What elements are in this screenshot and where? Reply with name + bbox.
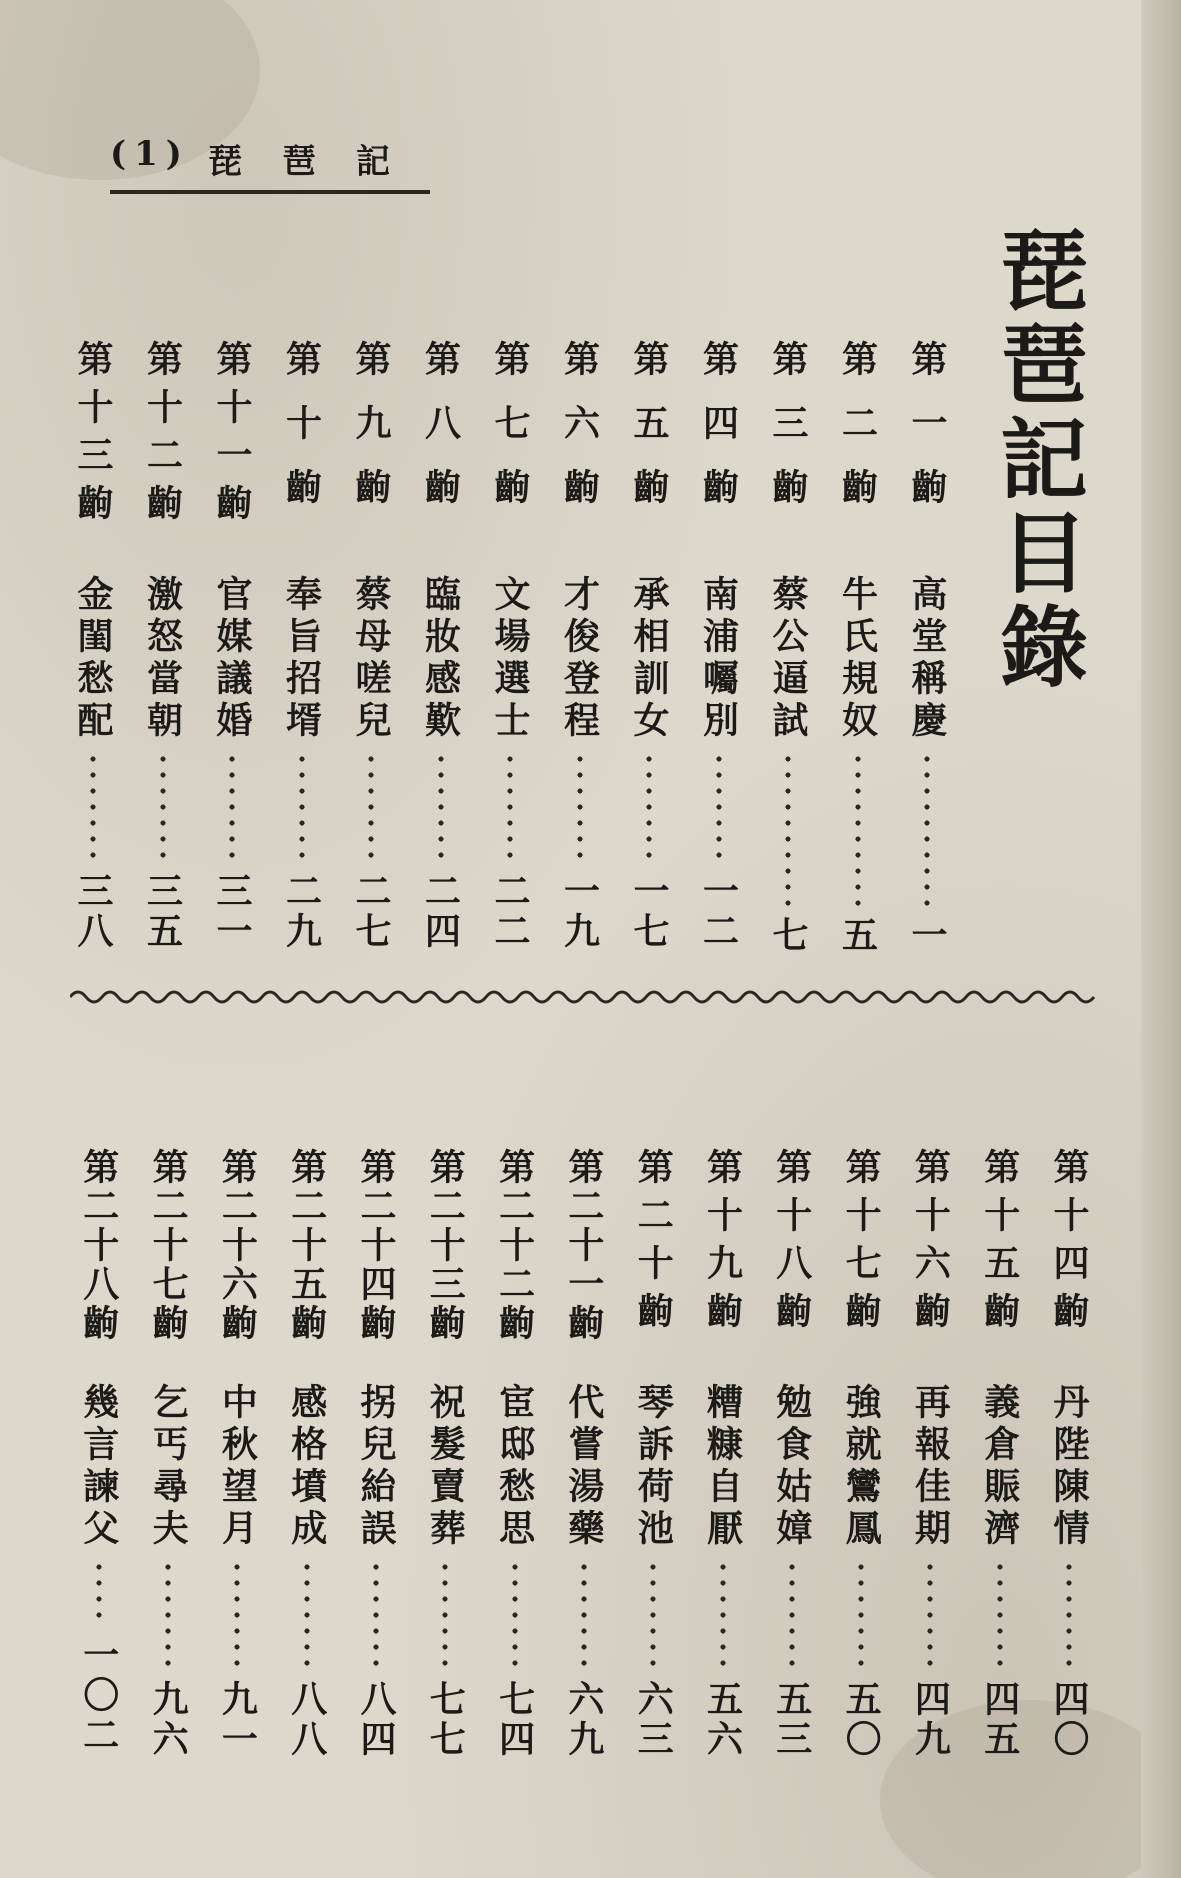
page-number: 三八 bbox=[72, 872, 114, 952]
chapter-number: 第二十三齣 bbox=[424, 1148, 467, 1343]
leader-dots bbox=[789, 1559, 795, 1670]
page-number: 四九 bbox=[909, 1680, 952, 1760]
toc-entry bbox=[354, 1148, 398, 1768]
page-number: 一 bbox=[906, 916, 948, 956]
toc-entry bbox=[215, 1148, 259, 1768]
chapter-number: 第十三齣 bbox=[72, 340, 114, 532]
chapter-title: 感格墳成 bbox=[285, 1383, 328, 1551]
toc-entry bbox=[280, 340, 324, 960]
leader-dots bbox=[924, 751, 930, 906]
page-number: 九一 bbox=[216, 1680, 259, 1760]
chapter-title: 蔡母嗟兒 bbox=[350, 575, 392, 743]
page-number: 一〇二 bbox=[77, 1636, 120, 1756]
chapter-number: 第八齣 bbox=[419, 340, 462, 532]
chapter-number: 第三齣 bbox=[767, 340, 809, 532]
leader-dots bbox=[997, 1559, 1003, 1670]
chapter-title: 臨妝感歎 bbox=[419, 575, 462, 743]
chapter-number: 第七齣 bbox=[489, 340, 531, 532]
chapter-number: 第二十齣 bbox=[632, 1148, 675, 1340]
chapter-number: 第二十六齣 bbox=[216, 1148, 259, 1343]
chapter-number: 第十一齣 bbox=[211, 340, 253, 532]
leader-dots bbox=[373, 1559, 379, 1670]
leader-dots bbox=[442, 1559, 448, 1670]
leader-dots bbox=[165, 1559, 171, 1670]
page-number: 二七 bbox=[350, 872, 392, 952]
chapter-title: 丹陛陳情 bbox=[1048, 1383, 1090, 1551]
chapter-number: 第二十五齣 bbox=[285, 1148, 328, 1343]
chapter-title: 中秋望月 bbox=[216, 1383, 259, 1551]
chapter-number: 第五齣 bbox=[628, 340, 670, 532]
page-number: 九六 bbox=[147, 1680, 190, 1760]
leader-dots bbox=[785, 751, 791, 906]
chapter-number: 第十四齣 bbox=[1048, 1148, 1090, 1340]
toc-entry bbox=[905, 340, 949, 960]
page-number: 五 bbox=[836, 916, 879, 956]
running-header bbox=[110, 130, 430, 194]
page-number: 七 bbox=[767, 916, 809, 956]
toc-entry bbox=[146, 1148, 190, 1768]
leader-dots bbox=[304, 1559, 310, 1670]
chapter-title: 奉旨招壻 bbox=[280, 575, 323, 743]
chapter-number: 第九齣 bbox=[350, 340, 392, 532]
page-number: 一二 bbox=[697, 872, 740, 952]
chapter-number: 第十六齣 bbox=[909, 1148, 952, 1340]
leader-dots bbox=[229, 751, 235, 862]
chapter-number: 第十二齣 bbox=[141, 340, 184, 532]
chapter-title: 宦邸愁思 bbox=[493, 1383, 536, 1551]
leader-dots bbox=[160, 751, 166, 862]
toc-entry bbox=[978, 1148, 1022, 1768]
chapter-title: 金閨愁配 bbox=[72, 575, 114, 743]
toc-entry bbox=[493, 1148, 537, 1768]
chapter-title: 幾言諫父 bbox=[77, 1383, 120, 1551]
page-number: 六三 bbox=[632, 1680, 675, 1760]
page-number: 二九 bbox=[280, 872, 323, 952]
page-number: 五三 bbox=[770, 1680, 813, 1760]
chapter-title: 南浦囑別 bbox=[697, 575, 740, 743]
chapter-title: 祝髮賣葬 bbox=[424, 1383, 467, 1551]
chapter-title: 乞丐尋夫 bbox=[147, 1383, 190, 1551]
leader-dots bbox=[577, 751, 583, 862]
leader-dots bbox=[720, 1559, 726, 1670]
leader-dots bbox=[650, 1559, 656, 1670]
page-title: 琵琶記目錄 bbox=[986, 225, 1090, 695]
chapter-title: 才俊登程 bbox=[558, 575, 601, 743]
page-number: 二二 bbox=[489, 872, 531, 952]
chapter-title: 蔡公逼試 bbox=[767, 575, 809, 743]
page-edge bbox=[1141, 0, 1181, 1878]
leader-dots bbox=[927, 1559, 933, 1670]
chapter-number: 第十八齣 bbox=[770, 1148, 813, 1340]
chapter-number: 第二十四齣 bbox=[355, 1148, 397, 1343]
toc-entry bbox=[770, 1148, 814, 1768]
page-number: 八四 bbox=[355, 1680, 397, 1760]
chapter-number: 第十五齣 bbox=[978, 1148, 1021, 1340]
chapter-title: 承相訓女 bbox=[628, 575, 670, 743]
page-number: 三五 bbox=[141, 872, 184, 952]
page-number: 二四 bbox=[419, 872, 462, 952]
chapter-title: 代嘗湯藥 bbox=[562, 1383, 605, 1551]
leader-dots bbox=[646, 751, 652, 862]
toc-entry bbox=[77, 1148, 121, 1768]
chapter-title: 糟糠自厭 bbox=[701, 1383, 744, 1551]
chapter-title: 琴訴荷池 bbox=[632, 1383, 675, 1551]
page-label: (1) bbox=[110, 134, 190, 174]
toc-entry bbox=[423, 1148, 467, 1768]
chapter-number: 第一齣 bbox=[906, 340, 948, 532]
chapter-title: 高堂稱慶 bbox=[906, 575, 948, 743]
toc-entry bbox=[697, 340, 741, 960]
chapter-title: 勉食姑嫜 bbox=[770, 1383, 813, 1551]
toc-entry bbox=[701, 1148, 745, 1768]
page-number: 三一 bbox=[211, 872, 253, 952]
chapter-number: 第二十七齣 bbox=[147, 1148, 190, 1343]
chapter-number: 第四齣 bbox=[697, 340, 740, 532]
chapter-number: 第十九齣 bbox=[701, 1148, 744, 1340]
leader-dots bbox=[299, 751, 305, 862]
page-number: 五〇 bbox=[840, 1680, 883, 1760]
toc-entry bbox=[419, 340, 463, 960]
toc-entry bbox=[1047, 1148, 1091, 1768]
chapter-number: 第二十二齣 bbox=[493, 1148, 536, 1343]
chapter-number: 第十齣 bbox=[280, 340, 323, 532]
page-number: 八八 bbox=[285, 1680, 328, 1760]
leader-dots bbox=[507, 751, 513, 862]
toc-entry bbox=[210, 340, 254, 960]
toc-entry bbox=[908, 1148, 952, 1768]
chapter-number: 第二十八齣 bbox=[77, 1148, 120, 1343]
toc-entry bbox=[562, 1148, 606, 1768]
toc-entry bbox=[558, 340, 602, 960]
leader-dots bbox=[90, 751, 96, 862]
page-number: 四五 bbox=[978, 1680, 1021, 1760]
leader-dots bbox=[512, 1559, 518, 1670]
toc-entry bbox=[71, 340, 115, 960]
leader-dots bbox=[96, 1559, 102, 1626]
leader-dots bbox=[1066, 1559, 1072, 1670]
chapter-number: 第十七齣 bbox=[840, 1148, 883, 1340]
page-number: 七四 bbox=[493, 1680, 536, 1760]
running-title: 琵琶記 bbox=[208, 142, 430, 182]
chapter-title: 義倉賑濟 bbox=[978, 1383, 1021, 1551]
toc-entry bbox=[836, 340, 880, 960]
chapter-title: 強就鸞鳳 bbox=[840, 1383, 883, 1551]
chapter-title: 文場選士 bbox=[489, 575, 531, 743]
page-number: 一七 bbox=[628, 872, 670, 952]
leader-dots bbox=[858, 1559, 864, 1670]
chapter-title: 拐兒紿誤 bbox=[355, 1383, 397, 1551]
toc-entry bbox=[839, 1148, 883, 1768]
leader-dots bbox=[368, 751, 374, 862]
toc-entry bbox=[631, 1148, 675, 1768]
toc-entry bbox=[766, 340, 810, 960]
toc-entry bbox=[488, 340, 532, 960]
page-number: 五六 bbox=[701, 1680, 744, 1760]
page-number: 四〇 bbox=[1048, 1680, 1090, 1760]
toc-entry bbox=[627, 340, 671, 960]
chapter-number: 第二齣 bbox=[836, 340, 879, 532]
toc-entry bbox=[141, 340, 185, 960]
leader-dots bbox=[855, 751, 861, 906]
page-number: 一九 bbox=[558, 872, 601, 952]
chapter-title: 官媒議婚 bbox=[211, 575, 253, 743]
leader-dots bbox=[716, 751, 722, 862]
chapter-title: 再報佳期 bbox=[909, 1383, 952, 1551]
leader-dots bbox=[438, 751, 444, 862]
chapter-number: 第二十一齣 bbox=[562, 1148, 605, 1343]
chapter-title: 激怒當朝 bbox=[141, 575, 184, 743]
chapter-title: 牛氏規奴 bbox=[836, 575, 879, 743]
leader-dots bbox=[234, 1559, 240, 1670]
leader-dots bbox=[581, 1559, 587, 1670]
toc-entry bbox=[285, 1148, 329, 1768]
chapter-number: 第六齣 bbox=[558, 340, 601, 532]
page-number: 六九 bbox=[562, 1680, 605, 1760]
toc-entry bbox=[349, 340, 393, 960]
section-divider bbox=[70, 985, 1100, 1009]
page-number: 七七 bbox=[424, 1680, 467, 1760]
